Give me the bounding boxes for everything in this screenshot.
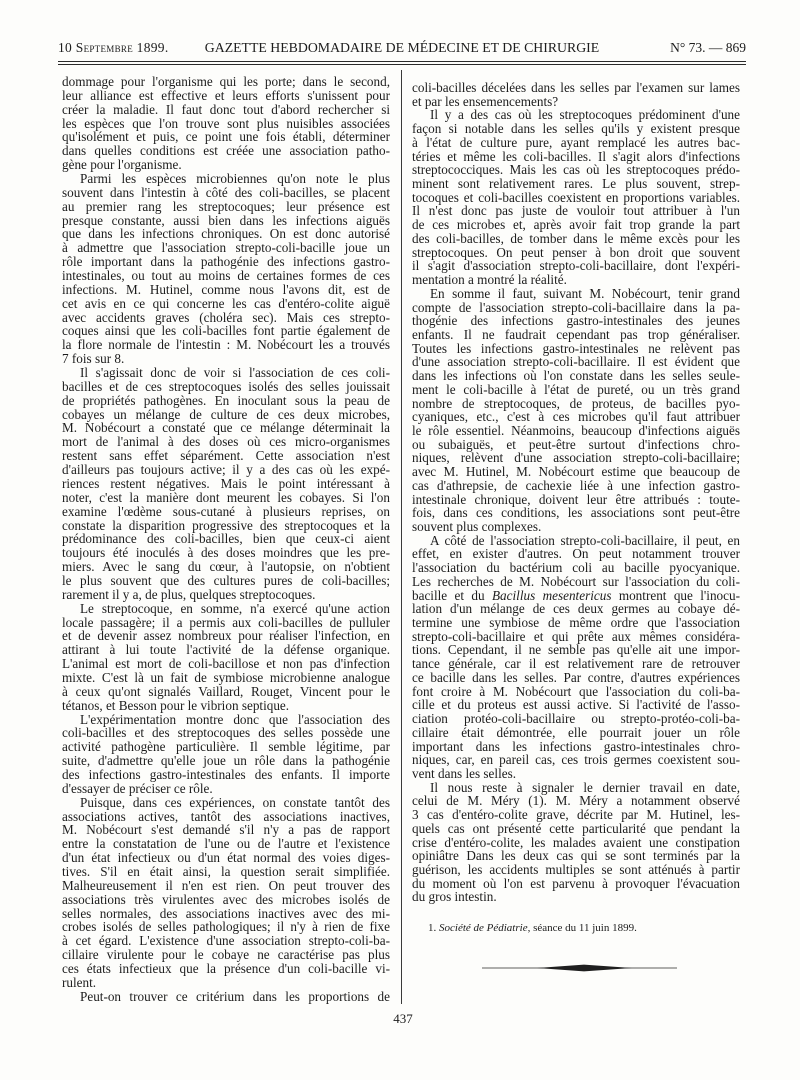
text-line: attirant à lui toute l'activité de la défense organique.: [62, 642, 390, 658]
running-header: [58, 39, 746, 56]
text-line: niques, relèvent d'une association strepto-coli-bacillaire;: [412, 450, 740, 466]
text-line: cas d'athrepsie, de cachexie liée à une infection gastro-: [412, 477, 740, 493]
header-rule: [58, 64, 746, 65]
text-line: façon si notable dans les selles qu'ils y existent presque: [412, 121, 740, 137]
text-line: minent sont relativement rares. Le plus souvent, strep-: [412, 176, 740, 192]
header-rule: [58, 61, 746, 62]
text-line: de propriétés pathogènes. En inoculant sous la peau de: [62, 392, 390, 408]
text-line: à admettre que l'association strepto-coli-bacille joue un: [62, 240, 390, 256]
right-column: [412, 81, 740, 904]
text-line: d'un état infectieux ou d'un état normal des voies diges-: [62, 850, 390, 866]
text-line: L'expérimentation montre donc que l'association des: [80, 711, 390, 727]
text-line: tocoques et coli-bacilles coexistent en proportions variables.: [412, 189, 740, 205]
text-line: [412, 589, 740, 603]
column-rule: [401, 70, 402, 1004]
paragraph: [62, 172, 390, 366]
text-line: guérison, les accidents multiples se sont atténués à partir: [412, 861, 740, 877]
paragraph: [62, 796, 390, 990]
text-line: au premier rang les streptocoques; leur présence est: [62, 198, 390, 214]
text-segment: bacille et du: [412, 587, 492, 603]
text-line: entre la constatation de l'une ou de l'autre et l'existence: [62, 836, 390, 852]
text-line: à cet égard. L'existence d'une association strepto-coli-ba-: [62, 933, 390, 949]
paragraph: [412, 781, 740, 904]
text-line: opiniâtre Dans les deux cas qui se sont terminés par la: [412, 848, 740, 864]
journal-title: GAZETTE HEBDOMADAIRE DE MÉDECINE ET DE CHIRURGIE: [204, 40, 600, 55]
text-line: Malheureusement il n'en est rien. On peut trouver des: [62, 877, 390, 893]
text-line: Il n'est donc pas juste de vouloir tout attribuer à l'un: [412, 203, 740, 219]
text-line: Il s'agissait donc de voir si l'association de ces coli-: [80, 365, 390, 381]
text-line: L'animal est mort de coli-bacillose et non pas d'infection: [62, 656, 390, 672]
text-line: des infections gastro-intestinales des enfants. Il importe: [62, 766, 390, 782]
text-line: rulent.: [62, 974, 97, 990]
text-line: qu'isolément et puis, ce point une fois établi, déterminer: [62, 129, 390, 145]
text-line: l'association du bactérium coli au bacille pyocyanique.: [412, 560, 740, 576]
text-line: A côté de l'association strepto-coli-bacillaire, il peut, en: [430, 532, 740, 548]
text-line: et de devenir assez nombreux pour réaliser l'infection, en: [62, 628, 390, 644]
text-line: activité pathogène particulière. Il semble légitime, par: [62, 739, 390, 755]
text-line: rôle important dans la pathogénie des infections gastro-: [62, 254, 390, 270]
text-line: niques, car, en pareil cas, ces trois germes coexistent sou-: [412, 752, 740, 768]
issue-number: N° 73. — 869: [670, 40, 746, 55]
text-line: le rôle essentiel. Néanmoins, beaucoup d'infections aiguës: [412, 422, 740, 438]
paragraph: [412, 81, 740, 108]
text-line: coli-bacilles décelées dans les selles par l'examen sur lames: [412, 80, 740, 95]
text-line: termine une symbiose de même ordre que l'association: [412, 615, 740, 631]
text-line: Il y a des cas où les streptocoques prédominent d'une: [430, 107, 740, 123]
text-line: streptococciques. Mais les cas où les streptocoques prédo-: [412, 162, 740, 178]
text-line: leur alliance est effective et leurs efforts s'unissent pour: [62, 87, 390, 103]
text-line: miers. Avec le sang du cœur, à l'autopsie, on n'obtient: [62, 559, 390, 575]
text-line: coques ainsi que les coli-bacilles font partie également de: [62, 323, 390, 339]
paragraph: [62, 602, 390, 713]
text-line: mixte. C'est là un fait de symbiose microbienne analogue: [62, 669, 390, 685]
footnote: [428, 921, 637, 935]
text-line: enfants. Il ne faudrait cependant pas trop généraliser.: [412, 326, 740, 342]
paragraph: [412, 534, 740, 781]
text-line: Le streptocoque, en somme, n'a exercé qu'une action: [80, 600, 390, 616]
text-line: ce bacille dans les selles. Par contre, d'autres expériences: [412, 669, 740, 685]
text-line: M. Nobécourt s'est demandé s'il n'y a pas de rapport: [62, 822, 390, 838]
text-line: avec accidents graves (choléra sec). Mais ces strepto-: [62, 309, 390, 325]
text-line: que dans les infections chroniques. On est donc autorisé: [62, 226, 390, 242]
text-line: crobes isolés de selles pathologiques; il n'y à rien de fixe: [62, 919, 390, 935]
text-line: de ces microbes et, après avoir fait trop grande la part: [412, 217, 740, 233]
text-line: souvent plus complexes.: [412, 519, 542, 534]
text-line: 7 fois sur 8.: [62, 351, 125, 367]
text-line: ces états infectieux que la présence d'un coli-bacille vi-: [62, 961, 390, 976]
text-line: ou subaiguës, et peut-être surtout d'infections chro-: [412, 436, 740, 452]
text-line: d'essayer de préciser ce rôle.: [62, 780, 213, 796]
text-line: thogénie des infections gastro-intestinales des jeunes: [412, 313, 740, 329]
text-line: gène pour l'organisme.: [62, 157, 182, 173]
text-line: suite, d'admettre qu'elle joue un rôle dans la pathogénie: [62, 753, 390, 769]
text-line: tives. S'il en était ainsi, la question serait simplifiée.: [62, 863, 390, 879]
text-line: constate la disparition progressive des streptocoques et la: [62, 517, 390, 533]
text-line: il s'agit d'association strepto-coli-bacillaire, dont l'expéri-: [412, 258, 740, 274]
footnote-source: Société de Pédiatrie,: [439, 922, 531, 934]
text-line: téries et même les coli-bacilles. Il s'agit alors d'infections: [412, 148, 740, 164]
text-line: effet, en exister d'autres. On peut notamment trouver: [412, 546, 740, 562]
text-line: cille et du proteus est aussi active. Si l'activité de l'asso-: [412, 697, 740, 713]
text-line: locale passagère; il a permis aux coli-bacilles de pulluler: [62, 614, 390, 630]
text-line: ment le coli-bacille à l'état de pureté, ou un très grand: [412, 381, 740, 397]
paragraph: [62, 366, 390, 602]
text-line: 3 cas d'entéro-colite grave, décrite par M. Hutinel, les-: [412, 807, 740, 823]
page-number: 437: [393, 1011, 413, 1026]
text-line: mort de l'animal à des doses où ces micro-organismes: [62, 434, 390, 450]
text-line: du gros intestin.: [412, 889, 497, 905]
footnote-number: 1.: [428, 922, 437, 934]
text-line: avec M. Hutinel, M. Nobécourt estime que beaucoup de: [412, 464, 740, 480]
text-line: nombre de streptocoques, de proteus, de bacilles pyo-: [412, 395, 740, 411]
italic-text: Bacillus mesentericus: [492, 587, 612, 603]
text-line: Peut-on trouver ce critérium dans les proportions de: [80, 988, 390, 1004]
text-line: associations actives, tantôt des associations inactives,: [62, 808, 390, 824]
text-line: intestinales, ou tout au moins de certaines formes de ces: [62, 268, 390, 284]
text-line: Parmi les espèces microbiennes qu'on note le plus: [80, 171, 390, 187]
paragraph: [412, 108, 740, 286]
footnote-text: séance du 11 juin 1899.: [533, 922, 637, 934]
text-line: cobayes un mélange de culture de ces deux microbes,: [62, 406, 390, 422]
text-line: rarement il y a, de plus, quelques streptocoques.: [62, 586, 316, 602]
text-line: quels cas ont présenté cette particularité que pendant la: [412, 820, 740, 836]
text-line: tétanos, et Besson pour le vibrion septique.: [62, 697, 290, 713]
text-line: strepto-coli-bacillaire et qui prête aux mêmes considéra-: [412, 628, 740, 644]
text-line: compte de l'association strepto-coli-bacillaire dans la pa-: [412, 299, 740, 315]
text-line: tions. Cependant, il ne semble pas qu'elle ait une impor-: [412, 642, 740, 658]
paragraph: [62, 713, 390, 796]
text-line: mentation a montré la réalité.: [412, 272, 567, 288]
text-line: des coli-bacilles, de tomber dans le même excès pour les: [412, 230, 740, 246]
text-line: font croire à M. Nobécourt que l'association du coli-ba-: [412, 683, 740, 699]
text-line: ciation protéo-coli-bacillaire ou strepto-protéo-coli-ba-: [412, 711, 740, 727]
text-line: restent sans effet séparément. Cette association n'est: [62, 448, 390, 464]
text-line: associations très virulentes avec des microbes isolés de: [62, 891, 390, 907]
text-line: celui de M. Méry (1). M. Méry a notamment observé: [412, 793, 740, 809]
text-line: dans les infections où l'on constate dans les selles seule-: [412, 368, 740, 384]
text-line: à ceux qu'ont signalés Vaillard, Rouget, Vincent pour le: [62, 683, 390, 699]
text-line: fois, dans ces conditions, les associations sont peut-être: [412, 505, 740, 521]
text-line: prédominance des coli-bacilles, bien que ceux-ci aient: [62, 531, 390, 547]
ornamental-rule: [482, 962, 677, 974]
text-line: noter, c'est la manière dont meurent les cobayes. Si l'on: [62, 489, 390, 505]
text-line: infections. M. Hutinel, comme nous l'avons dit, est de: [62, 281, 390, 297]
text-line: coli-bacilles et des streptocoques des selles possède une: [62, 725, 390, 741]
paragraph: [62, 75, 390, 172]
text-line: le plus souvent que des cultures pures de coli-bacilles;: [62, 572, 390, 588]
text-line: d'une association strepto-coli-bacillaire. Il est évident que: [412, 354, 740, 370]
text-line: toujours été inoculés à des doses moindres que les pre-: [62, 545, 390, 561]
text-segment: montrent que l'inocu-: [611, 587, 740, 603]
text-line: d'ailleurs pas toujours active; il y a des cas où les expé-: [62, 462, 390, 478]
header-date: 10 Septembre 1899.: [58, 40, 169, 55]
text-line: créer la maladie. Il faut donc tout d'abord rechercher si: [62, 101, 390, 117]
paragraph: [412, 287, 740, 534]
text-line: cyaniques, etc., c'est à ces microbes qu'il faut attribuer: [412, 409, 740, 425]
text-line: cet avis en ce qui concerne les cas d'entéro-colite aiguë: [62, 295, 390, 311]
text-line: et par les ensemencements?: [412, 93, 559, 109]
text-line: tance générale, car il est relativement rare de retrouver: [412, 656, 740, 672]
text-line: riences restent négatives. Mais le point intéressant à: [62, 475, 390, 491]
text-line: examine l'œdème sous-cutané à plusieurs reprises, on: [62, 503, 390, 519]
text-line: Il nous reste à signaler le dernier travail en date,: [430, 779, 740, 795]
text-line: du moment où l'on est parvenu à provoquer l'évacuation: [412, 875, 740, 891]
text-line: important dans les infections gastro-intestinales chro-: [412, 738, 740, 754]
text-line: Toutes les infections gastro-intestinales ne relèvent pas: [412, 340, 740, 356]
text-line: intestinale chronique, doivent leur être attribués : toute-: [412, 491, 740, 507]
text-line: bacilles et de ces streptocoques isolés des selles jouissait: [62, 378, 390, 394]
text-line: cillaire était démontrée, elle pourrait jouer un rôle: [412, 724, 740, 740]
text-line: crise d'entéro-colite, les malades avaient une constipation: [412, 834, 740, 850]
text-line: la flore normale de l'intestin : M. Nobécourt les a trouvés: [62, 337, 390, 353]
text-line: dommage pour l'organisme qui les porte; dans le second,: [62, 74, 390, 89]
text-line: souvent dans l'intestin à côté des coli-bacilles, se placent: [62, 184, 390, 200]
text-line: presque constante, aussi bien dans les infections aiguës: [62, 212, 390, 228]
text-line: selles normales, des associations inactives avec des mi-: [62, 905, 390, 921]
text-line: M. Nobécourt a constaté que ce mélange déterminait la: [62, 420, 390, 436]
text-line: Les recherches de M. Nobécourt sur l'association du coli-: [412, 573, 740, 589]
text-line: Puisque, dans ces expériences, on constate tantôt des: [80, 794, 390, 810]
text-line: dans quelles conditions est créée une association patho-: [62, 143, 390, 159]
text-line: les espèces que l'on trouve sont plus nuisibles associées: [62, 115, 390, 131]
text-line: vent dans les selles.: [412, 765, 517, 781]
text-line: streptocoques. On peut penser à bon droit que souvent: [412, 244, 740, 260]
text-line: En somme il faut, suivant M. Nobécourt, tenir grand: [430, 285, 740, 301]
text-line: à l'état de culture pure, ayant remplacé les autres bac-: [412, 134, 740, 150]
text-line: cillaire virulente pour le cobaye ne caractérise pas plus: [62, 947, 390, 963]
text-line: lation d'un mélange de ces deux germes au cobaye dé-: [412, 601, 740, 617]
left-column: [62, 75, 390, 1004]
paragraph: [62, 990, 390, 1004]
